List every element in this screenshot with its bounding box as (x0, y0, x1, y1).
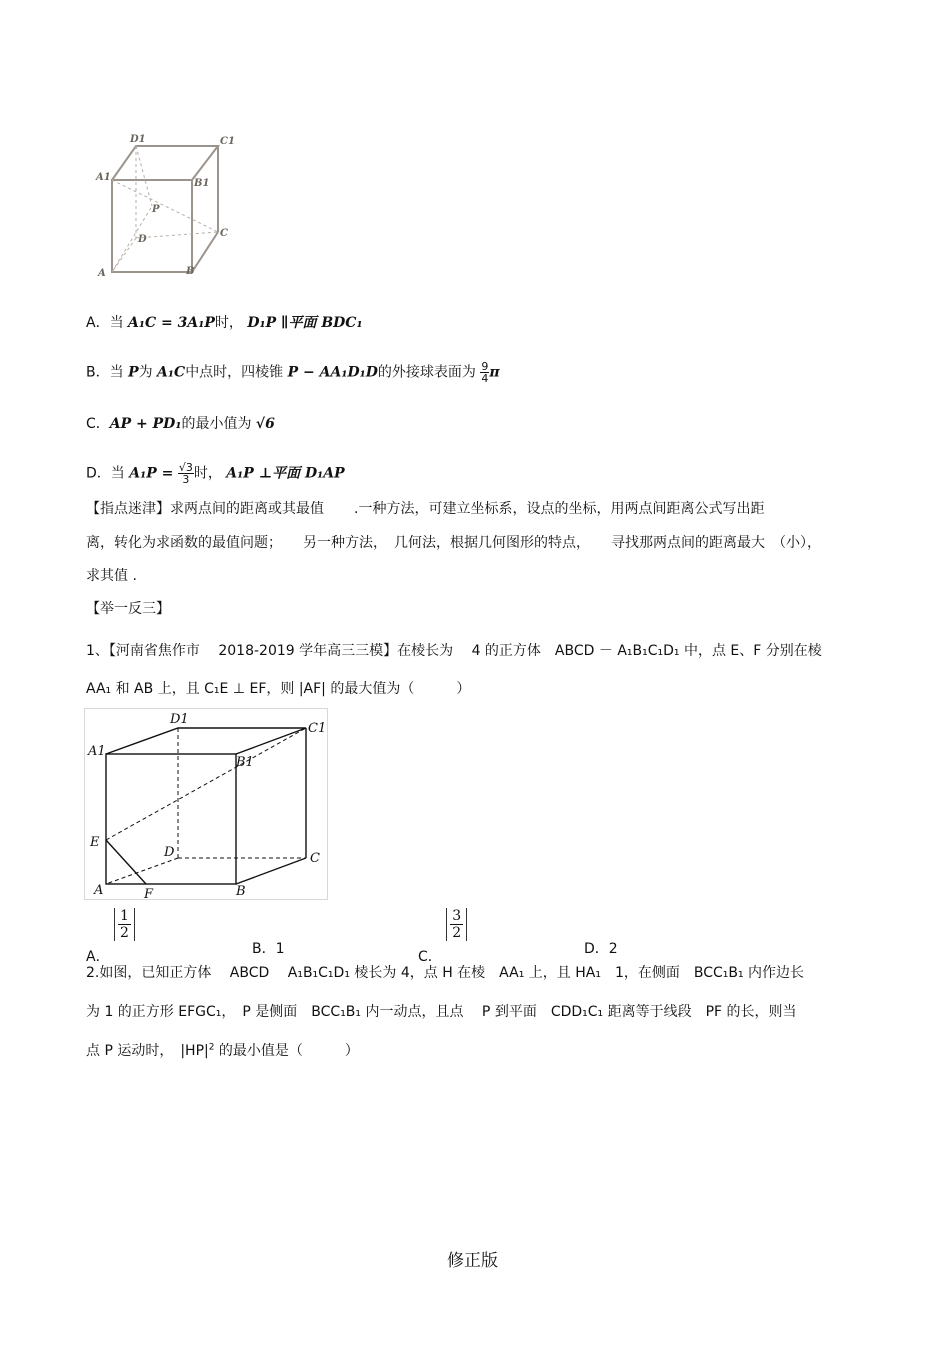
label-e: E (90, 835, 100, 850)
label-d1: D1 (170, 712, 189, 727)
label-d: D (164, 845, 175, 860)
fraction-nine-quarters: $\frac{9}{4}$ (481, 360, 489, 385)
option-d: D．当 A₁P = $\frac{√3}{3}$ 时， A₁P ⊥平面 D₁AP (86, 461, 345, 486)
q2-line-1: 2.如图，已知正方体 ABCD A₁B₁C₁D₁ 棱长为 4，点 H 在棱 AA₁ 上，且 HA₁ 1，在侧面 BCC₁B₁ 内作边长 (86, 965, 805, 981)
q2-line-3: 点 P 运动时， $|HP|^2$ 的最小值是（ ） (86, 1042, 359, 1059)
option-c: C．AP + PD₁的最小值为 √6 (86, 416, 275, 432)
label-b: B (186, 266, 195, 277)
label-b1: B1 (194, 178, 210, 189)
min-value: √6 (255, 416, 275, 432)
label-p: P (152, 204, 160, 215)
hint-line-3: 求其值 . (86, 568, 137, 584)
label-f: F (144, 887, 154, 900)
section-title: 【举一反三】 (86, 601, 170, 617)
fraction-three-halves: $\frac{3}{2}$ (446, 908, 467, 941)
label-b: B (236, 884, 246, 899)
option-b: B．当 P为 A₁C中点时，四棱锥 P − AA₁D₁D的外接球表面为 $\frac{9}{4}$ π (86, 360, 500, 385)
fraction-one-half: $\frac{1}{2}$ (114, 908, 135, 941)
label-a1: A1 (96, 172, 111, 183)
label-a1: A1 (88, 744, 106, 759)
q2-line-2: 为 1 的正方形 EFGC₁， P 是侧面 BCC₁B₁ 内一动点，且点 P 到平面 CDD₁C₁ 距离等于线段 PF 的长，则当 (86, 1004, 797, 1020)
vector-equation: A₁C = 3A₁P (128, 315, 215, 331)
option-a: A．当 A₁C = 3A₁P时， D₁P ∥平面 BDC₁ (86, 315, 363, 331)
hint-line-2: 离，转化为求函数的最值问题； 另一种方法， 几何法，根据几何图形的特点， 寻找那两点间的距离最大 （小）， (86, 535, 821, 551)
q1-option-c: C． $\frac{3}{2}$ (418, 908, 467, 966)
q1-option-d: D．2 (584, 941, 618, 957)
label-a: A (98, 268, 106, 279)
q1-option-b: B．1 (252, 941, 285, 957)
q1-option-a: A． $\frac{1}{2}$ (86, 908, 135, 966)
sum-expression: AP + PD₁ (109, 416, 182, 432)
label-c: C (220, 228, 228, 239)
label-c: C (310, 851, 320, 866)
fraction-root3-over-3: $\frac{√3}{3}$ (178, 461, 193, 486)
pyramid-name: P − AA₁D₁D (287, 364, 378, 381)
label-a: A (94, 883, 104, 898)
hint-line-1: 【指点迷津】求两点间的距离或其最值 .一种方法，可建立坐标系，设点的坐标，用两点间距离公式写出距 (86, 501, 765, 517)
figure-cube-ef (84, 708, 328, 900)
label-d: D (138, 234, 147, 245)
figure-cube-p (84, 120, 244, 280)
label-c1: C1 (220, 136, 235, 147)
label-c1: C1 (308, 721, 327, 736)
q1-line-1: 1、【河南省焦作市 2018-2019 学年高三三模】在棱长为 4 的正方体 ABCD － A₁B₁C₁D₁ 中，点 E、F 分别在棱 (86, 643, 822, 659)
label-d1: D1 (130, 134, 146, 145)
parallel-relation: D₁P ∥平面 BDC₁ (247, 315, 363, 331)
page-footer: 修正版 (447, 1251, 498, 1271)
q1-line-2: AA₁ 和 AB 上，且 C₁E ⊥ EF，则 |AF| 的最大值为（ ） (86, 681, 471, 697)
perpendicular-relation: A₁P ⊥平面 D₁AP (226, 465, 345, 482)
label-b1: B1 (236, 755, 254, 770)
